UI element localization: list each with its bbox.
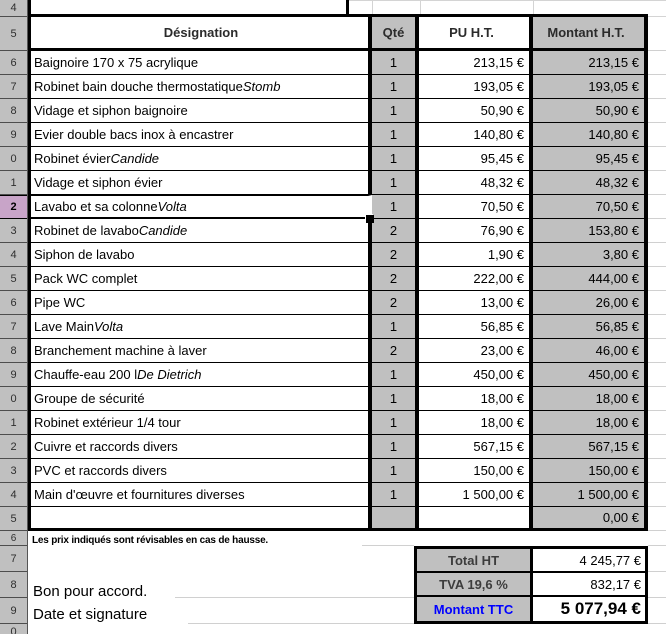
designation-cell[interactable]	[31, 195, 372, 219]
montant-ttc-row	[417, 597, 645, 621]
tva-label-cell[interactable]: TVA 19,6 %	[417, 573, 533, 595]
designation-text: Siphon de lavabo	[34, 247, 135, 262]
table-row	[31, 387, 644, 411]
amount-cell[interactable]: 56,85 €	[533, 315, 644, 339]
table-row	[31, 483, 644, 507]
row-number-cell[interactable]: 6	[0, 291, 27, 315]
table-row	[31, 363, 644, 387]
header-unit-price-cell[interactable]: PU H.T.	[419, 17, 533, 48]
row-number-cell[interactable]: 0	[0, 147, 27, 171]
qty-cell[interactable]: 2	[372, 291, 419, 315]
brand-text: Candide	[110, 151, 160, 166]
unit-price-cell[interactable]: 450,00 €	[419, 363, 533, 387]
unit-price-cell[interactable]	[419, 507, 533, 531]
table-row	[31, 75, 644, 99]
row-number-cell[interactable]: 4	[0, 243, 27, 267]
row-number-cell[interactable]: 7	[0, 315, 27, 339]
amount-cell[interactable]: 567,15 €	[533, 435, 644, 459]
designation-cell[interactable]	[31, 243, 372, 267]
table-row	[31, 147, 644, 171]
table-header-row	[31, 17, 644, 51]
grid-line	[188, 623, 414, 624]
row-number-cell[interactable]: 9	[0, 598, 27, 624]
row-number-cell[interactable]: 9	[0, 123, 27, 147]
row-number-cell[interactable]: 5	[0, 267, 27, 291]
designation-cell[interactable]	[31, 51, 372, 75]
row-number-column	[0, 0, 28, 634]
tva-value-cell[interactable]: 832,17 €	[533, 573, 645, 595]
row-number-cell[interactable]: 1	[0, 171, 27, 195]
designation-text: Main d'œuvre et fournitures diverses	[34, 487, 245, 502]
header-qty-cell[interactable]: Qté	[372, 17, 419, 48]
tva-row	[417, 573, 645, 597]
amount-cell[interactable]: 1 500,00 €	[533, 483, 644, 507]
brand-text: Volta	[93, 319, 124, 334]
designation-cell[interactable]	[31, 267, 372, 291]
designation-cell[interactable]	[31, 75, 372, 99]
grid-lines-right-margin	[648, 545, 666, 625]
designation-text: Lave Main	[34, 319, 94, 334]
qty-cell[interactable]: 1	[372, 459, 419, 483]
header-amount-cell[interactable]: Montant H.T.	[533, 17, 644, 48]
row-number-cell[interactable]: 5	[0, 507, 27, 531]
designation-text: Vidage et siphon baignoire	[34, 103, 188, 118]
designation-cell[interactable]	[31, 411, 372, 435]
designation-text: Chauffe-eau 200 l	[34, 367, 138, 382]
row-number-cell[interactable]: 0	[10, 626, 17, 634]
qty-cell[interactable]: 1	[372, 147, 419, 171]
qty-cell[interactable]	[372, 507, 419, 531]
designation-cell[interactable]	[31, 171, 372, 195]
table-row	[31, 459, 644, 483]
row-number-cell[interactable]: 8	[0, 572, 27, 598]
grid-line	[175, 597, 414, 598]
table-row	[31, 291, 644, 315]
designation-text: Pipe WC	[34, 295, 86, 310]
brand-text: Stomb	[242, 79, 281, 94]
amount-cell[interactable]: 153,80 €	[533, 219, 644, 243]
qty-cell[interactable]: 1	[372, 483, 419, 507]
grid-line	[362, 545, 414, 546]
header-designation-cell[interactable]: Désignation	[31, 17, 372, 48]
qty-cell[interactable]: 1	[372, 171, 419, 195]
designation-text: Baignoire 170 x 75 acrylique	[34, 55, 199, 70]
merged-cell-right-border	[346, 0, 349, 14]
amount-cell[interactable]: 46,00 €	[533, 339, 644, 363]
designation-cell[interactable]	[31, 363, 372, 387]
designation-cell[interactable]	[31, 291, 372, 315]
grid-line	[349, 0, 666, 1]
qty-cell[interactable]: 1	[372, 99, 419, 123]
amount-cell[interactable]: 26,00 €	[533, 291, 644, 315]
row-number-cell[interactable]: 7	[0, 546, 27, 572]
row-number-cell[interactable]: 8	[0, 339, 27, 363]
designation-cell[interactable]	[31, 123, 372, 147]
designation-cell[interactable]	[31, 459, 372, 483]
grid-line	[420, 0, 421, 14]
amount-cell[interactable]: 70,50 €	[533, 195, 644, 219]
grid-line	[533, 0, 534, 14]
table-row	[31, 411, 644, 435]
amount-cell[interactable]: 50,90 €	[533, 99, 644, 123]
unit-price-cell[interactable]: 48,32 €	[419, 171, 533, 195]
designation-cell[interactable]	[31, 339, 372, 363]
row-number-cell[interactable]: 7	[0, 75, 27, 99]
table-row	[31, 51, 644, 75]
total-ht-label-cell[interactable]: Total HT	[417, 549, 533, 571]
designation-text: Pack WC complet	[34, 271, 138, 286]
table-row	[31, 435, 644, 459]
row-number-cell[interactable]: 6	[0, 51, 27, 75]
unit-price-cell[interactable]: 76,90 €	[419, 219, 533, 243]
qty-cell[interactable]: 2	[372, 339, 419, 363]
designation-cell[interactable]	[31, 315, 372, 339]
row-number-cell[interactable]: 2	[0, 435, 27, 459]
designation-text: Evier double bacs inox à encastrer	[34, 127, 234, 142]
total-ht-value-cell[interactable]: 4 245,77 €	[533, 549, 645, 571]
qty-cell[interactable]: 1	[372, 363, 419, 387]
designation-text: Robinet extérieur 1/4 tour	[34, 415, 181, 430]
approval-note-cell[interactable]: Bon pour accord.	[33, 583, 148, 600]
table-row	[31, 195, 644, 219]
qty-cell[interactable]: 2	[372, 219, 419, 243]
unit-price-cell[interactable]: 18,00 €	[419, 387, 533, 411]
designation-text: Robinet de lavabo	[34, 223, 139, 238]
table-row	[31, 339, 644, 363]
row-number-cell[interactable]: 8	[0, 99, 27, 123]
brand-text: Candide	[138, 223, 188, 238]
unit-price-cell[interactable]: 567,15 €	[419, 435, 533, 459]
unit-price-cell[interactable]: 18,00 €	[419, 411, 533, 435]
total-ht-row	[417, 549, 645, 573]
amount-cell[interactable]: 18,00 €	[533, 411, 644, 435]
qty-cell[interactable]: 2	[372, 243, 419, 267]
fill-handle[interactable]	[366, 215, 374, 223]
table-row	[31, 243, 644, 267]
amount-cell[interactable]: 95,45 €	[533, 147, 644, 171]
totals-box	[414, 546, 648, 624]
designation-text: PVC et raccords divers	[34, 463, 167, 478]
table-row	[31, 99, 644, 123]
qty-cell[interactable]: 1	[372, 315, 419, 339]
montant-ttc-value-cell[interactable]: 5 077,94 €	[533, 597, 645, 621]
signature-note-cell[interactable]: Date et signature	[33, 606, 148, 623]
row-number-cell[interactable]: 3	[0, 459, 27, 483]
designation-text: Vidage et siphon évier	[34, 175, 163, 190]
designation-cell[interactable]	[31, 219, 372, 243]
designation-cell[interactable]	[31, 387, 372, 411]
unit-price-cell[interactable]: 56,85 €	[419, 315, 533, 339]
unit-price-cell[interactable]: 13,00 €	[419, 291, 533, 315]
amount-cell[interactable]: 18,00 €	[533, 387, 644, 411]
designation-text: Robinet évier	[34, 151, 111, 166]
row-number-cell[interactable]: 2	[0, 195, 27, 219]
qty-cell[interactable]: 1	[372, 51, 419, 75]
amount-cell[interactable]: 150,00 €	[533, 459, 644, 483]
designation-cell[interactable]	[31, 507, 372, 531]
qty-cell[interactable]: 1	[372, 123, 419, 147]
grid-lines-right-margin	[648, 50, 666, 532]
quote-table	[28, 17, 648, 531]
unit-price-cell[interactable]: 140,80 €	[419, 123, 533, 147]
row-number-cell[interactable]: 4	[0, 483, 27, 507]
qty-cell[interactable]: 1	[372, 411, 419, 435]
brand-text: De Dietrich	[137, 367, 202, 382]
row-number-cell[interactable]: 1	[0, 411, 27, 435]
unit-price-cell[interactable]: 193,05 €	[419, 75, 533, 99]
unit-price-cell[interactable]: 222,00 €	[419, 267, 533, 291]
unit-price-cell[interactable]: 1,90 €	[419, 243, 533, 267]
row-number-cell[interactable]: 5	[0, 17, 27, 51]
amount-cell[interactable]: 48,32 €	[533, 171, 644, 195]
amount-cell[interactable]: 193,05 €	[533, 75, 644, 99]
designation-text: Branchement machine à laver	[34, 343, 207, 358]
table-row	[31, 171, 644, 195]
table-body	[31, 51, 644, 531]
amount-cell[interactable]: 213,15 €	[533, 51, 644, 75]
table-row	[31, 219, 644, 243]
designation-cell[interactable]	[31, 99, 372, 123]
row-number-cell[interactable]: 0	[0, 387, 27, 411]
amount-cell[interactable]: 450,00 €	[533, 363, 644, 387]
unit-price-cell[interactable]: 95,45 €	[419, 147, 533, 171]
row-number-cell[interactable]: 9	[0, 363, 27, 387]
amount-cell[interactable]: 3,80 €	[533, 243, 644, 267]
designation-cell[interactable]	[31, 147, 372, 171]
designation-text: Robinet bain douche thermostatique	[34, 79, 243, 94]
unit-price-cell[interactable]: 50,90 €	[419, 99, 533, 123]
row-number-cell[interactable]: 3	[0, 219, 27, 243]
qty-cell[interactable]: 1	[372, 387, 419, 411]
grid-line	[648, 16, 666, 17]
unit-price-cell[interactable]: 70,50 €	[419, 195, 533, 219]
amount-cell[interactable]: 444,00 €	[533, 267, 644, 291]
table-row	[31, 507, 644, 531]
qty-cell[interactable]: 2	[372, 267, 419, 291]
row-number-cell[interactable]: 6	[0, 531, 27, 546]
unit-price-cell[interactable]: 23,00 €	[419, 339, 533, 363]
table-row	[31, 123, 644, 147]
designation-cell[interactable]	[31, 435, 372, 459]
qty-cell[interactable]: 1	[372, 435, 419, 459]
montant-ttc-label-cell[interactable]: Montant TTC	[417, 597, 533, 621]
table-row	[31, 315, 644, 339]
price-revision-note-cell[interactable]: Les prix indiqués sont révisables en cas de hausse.	[32, 535, 269, 546]
row-number-cell[interactable]: 4	[0, 0, 27, 17]
unit-price-cell[interactable]: 150,00 €	[419, 459, 533, 483]
designation-text: Lavabo et sa colonne	[34, 199, 158, 214]
unit-price-cell[interactable]: 1 500,00 €	[419, 483, 533, 507]
designation-cell[interactable]	[31, 483, 372, 507]
table-row	[31, 267, 644, 291]
qty-cell[interactable]: 1	[372, 75, 419, 99]
amount-cell[interactable]: 140,80 €	[533, 123, 644, 147]
grid-line	[372, 0, 373, 14]
designation-text: Groupe de sécurité	[34, 391, 145, 406]
designation-text: Cuivre et raccords divers	[34, 439, 178, 454]
brand-text: Volta	[157, 199, 187, 214]
amount-cell[interactable]: 0,00 €	[533, 507, 644, 531]
qty-cell[interactable]: 1	[372, 195, 419, 219]
unit-price-cell[interactable]: 213,15 €	[419, 51, 533, 75]
